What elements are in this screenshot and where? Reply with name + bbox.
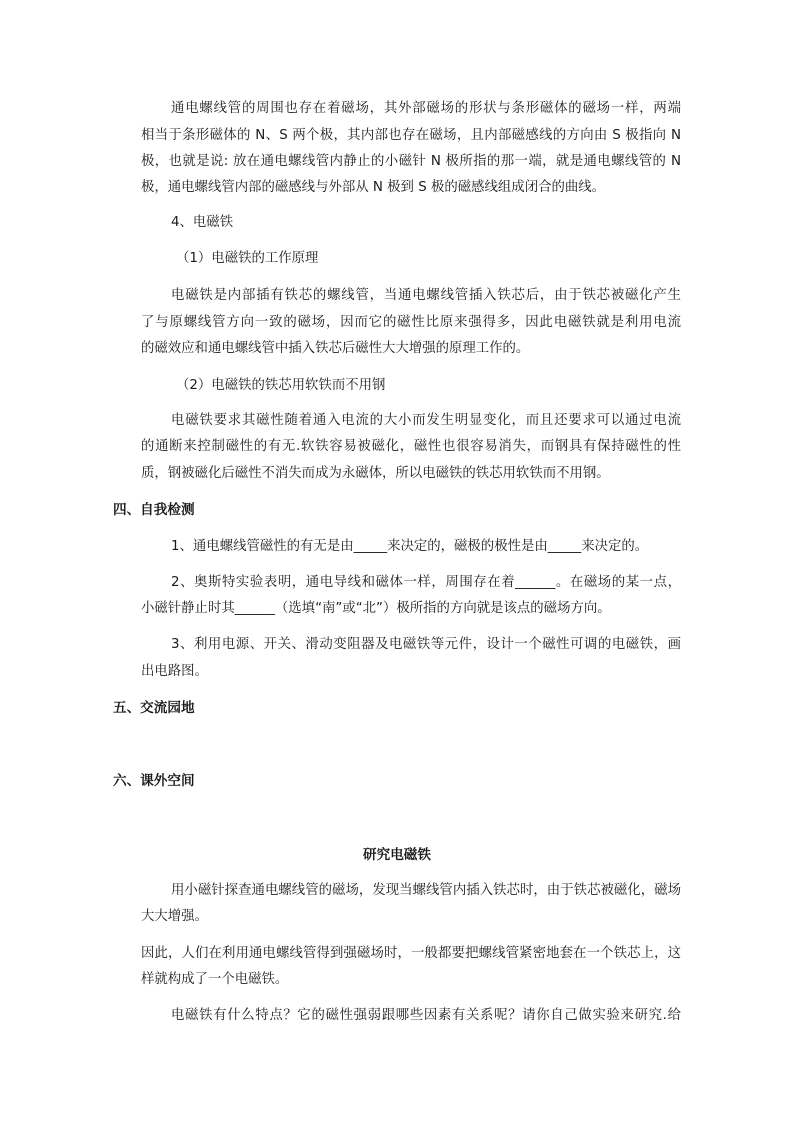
solenoid-para-line-2: 相当于条形磁体的 N、S 两个极，其内部也存在磁场，且内部磁感线的方向由 S 极指向 N xyxy=(141,128,681,143)
principle-para-line-1: 电磁铁是内部插有铁芯的螺线管，当通电螺线管插入铁芯后，由于铁芯被磁化产生 xyxy=(171,288,681,303)
section-four-heading: 四、自我检测 xyxy=(113,502,195,518)
solenoid-para-line-4: 极，通电螺线管内部的磁感线与外部从 N 极到 S 极的磁感线组成闭合的曲线。 xyxy=(141,180,606,195)
solenoid-para-line-1: 通电螺线管的周围也存在着磁场，其外部磁场的形状与条形磁体的磁场一样，两端 xyxy=(171,101,681,116)
question-2-line-2: 小磁针静止时其______（选填“南”或“北”）极所指的方向就是该点的磁场方向。 xyxy=(141,601,611,616)
reading-para-1-line-2: 大大增强。 xyxy=(141,909,208,924)
question-3-line-2: 出电路图。 xyxy=(141,664,208,679)
soft-iron-para-line-2: 的通断来控制磁性的有无.软铁容易被磁化，磁性也很容易消失，而钢具有保持磁性的性 xyxy=(141,439,681,454)
question-3-line-1: 3、利用电源、开关、滑动变阻器及电磁铁等元件，设计一个磁性可调的电磁铁，画 xyxy=(171,637,681,652)
subsection-2-title: （2）电磁铁的铁芯用软铁而不用钢 xyxy=(176,378,386,393)
solenoid-para-line-3: 极，也就是说: 放在通电螺线管内静止的小磁针 N 极所指的那一端，就是通电螺线管的 N xyxy=(141,154,681,169)
section-five-heading: 五、交流园地 xyxy=(113,700,195,716)
section-4-title: 4、电磁铁 xyxy=(171,215,234,230)
question-2-line-1: 2、奥斯特实验表明，通电导线和磁体一样，周围存在着______。在磁场的某一点， xyxy=(171,575,681,590)
soft-iron-para-line-1: 电磁铁要求其磁性随着通入电流的大小而发生明显变化，而且还要求可以通过电流 xyxy=(171,413,681,428)
subsection-1-title: （1）电磁铁的工作原理 xyxy=(176,251,319,266)
principle-para-line-3: 的磁效应和通电螺线管中插入铁芯后磁性大大增强的原理工作的。 xyxy=(141,341,530,356)
question-1: 1、通电螺线管磁性的有无是由_____来决定的，磁极的极性是由_____来决定的。 xyxy=(171,539,649,554)
reading-para-1-line-1: 用小磁针探查通电螺线管的磁场，发现当螺线管内插入铁芯时，由于铁芯被磁化，磁场 xyxy=(171,883,681,898)
reading-title: 研究电磁铁 xyxy=(363,847,431,863)
reading-para-3-line-1: 电磁铁有什么特点？它的磁性强弱跟哪些因素有关系呢？请你自己做实验来研究.给 xyxy=(171,1008,681,1023)
principle-para-line-2: 了与原螺线管方向一致的磁场，因而它的磁性比原来强得多，因此电磁铁就是利用电流 xyxy=(141,315,681,330)
reading-para-2-line-1: 因此，人们在利用通电螺线管得到强磁场时，一般都要把螺线管紧密地套在一个铁芯上，这 xyxy=(141,946,681,961)
section-six-heading: 六、课外空间 xyxy=(113,773,195,789)
soft-iron-para-line-3: 质，钢被磁化后磁性不消失而成为永磁体，所以电磁铁的铁芯用软铁而不用钢。 xyxy=(141,466,610,481)
reading-para-2-line-2: 样就构成了一个电磁铁。 xyxy=(141,972,289,987)
